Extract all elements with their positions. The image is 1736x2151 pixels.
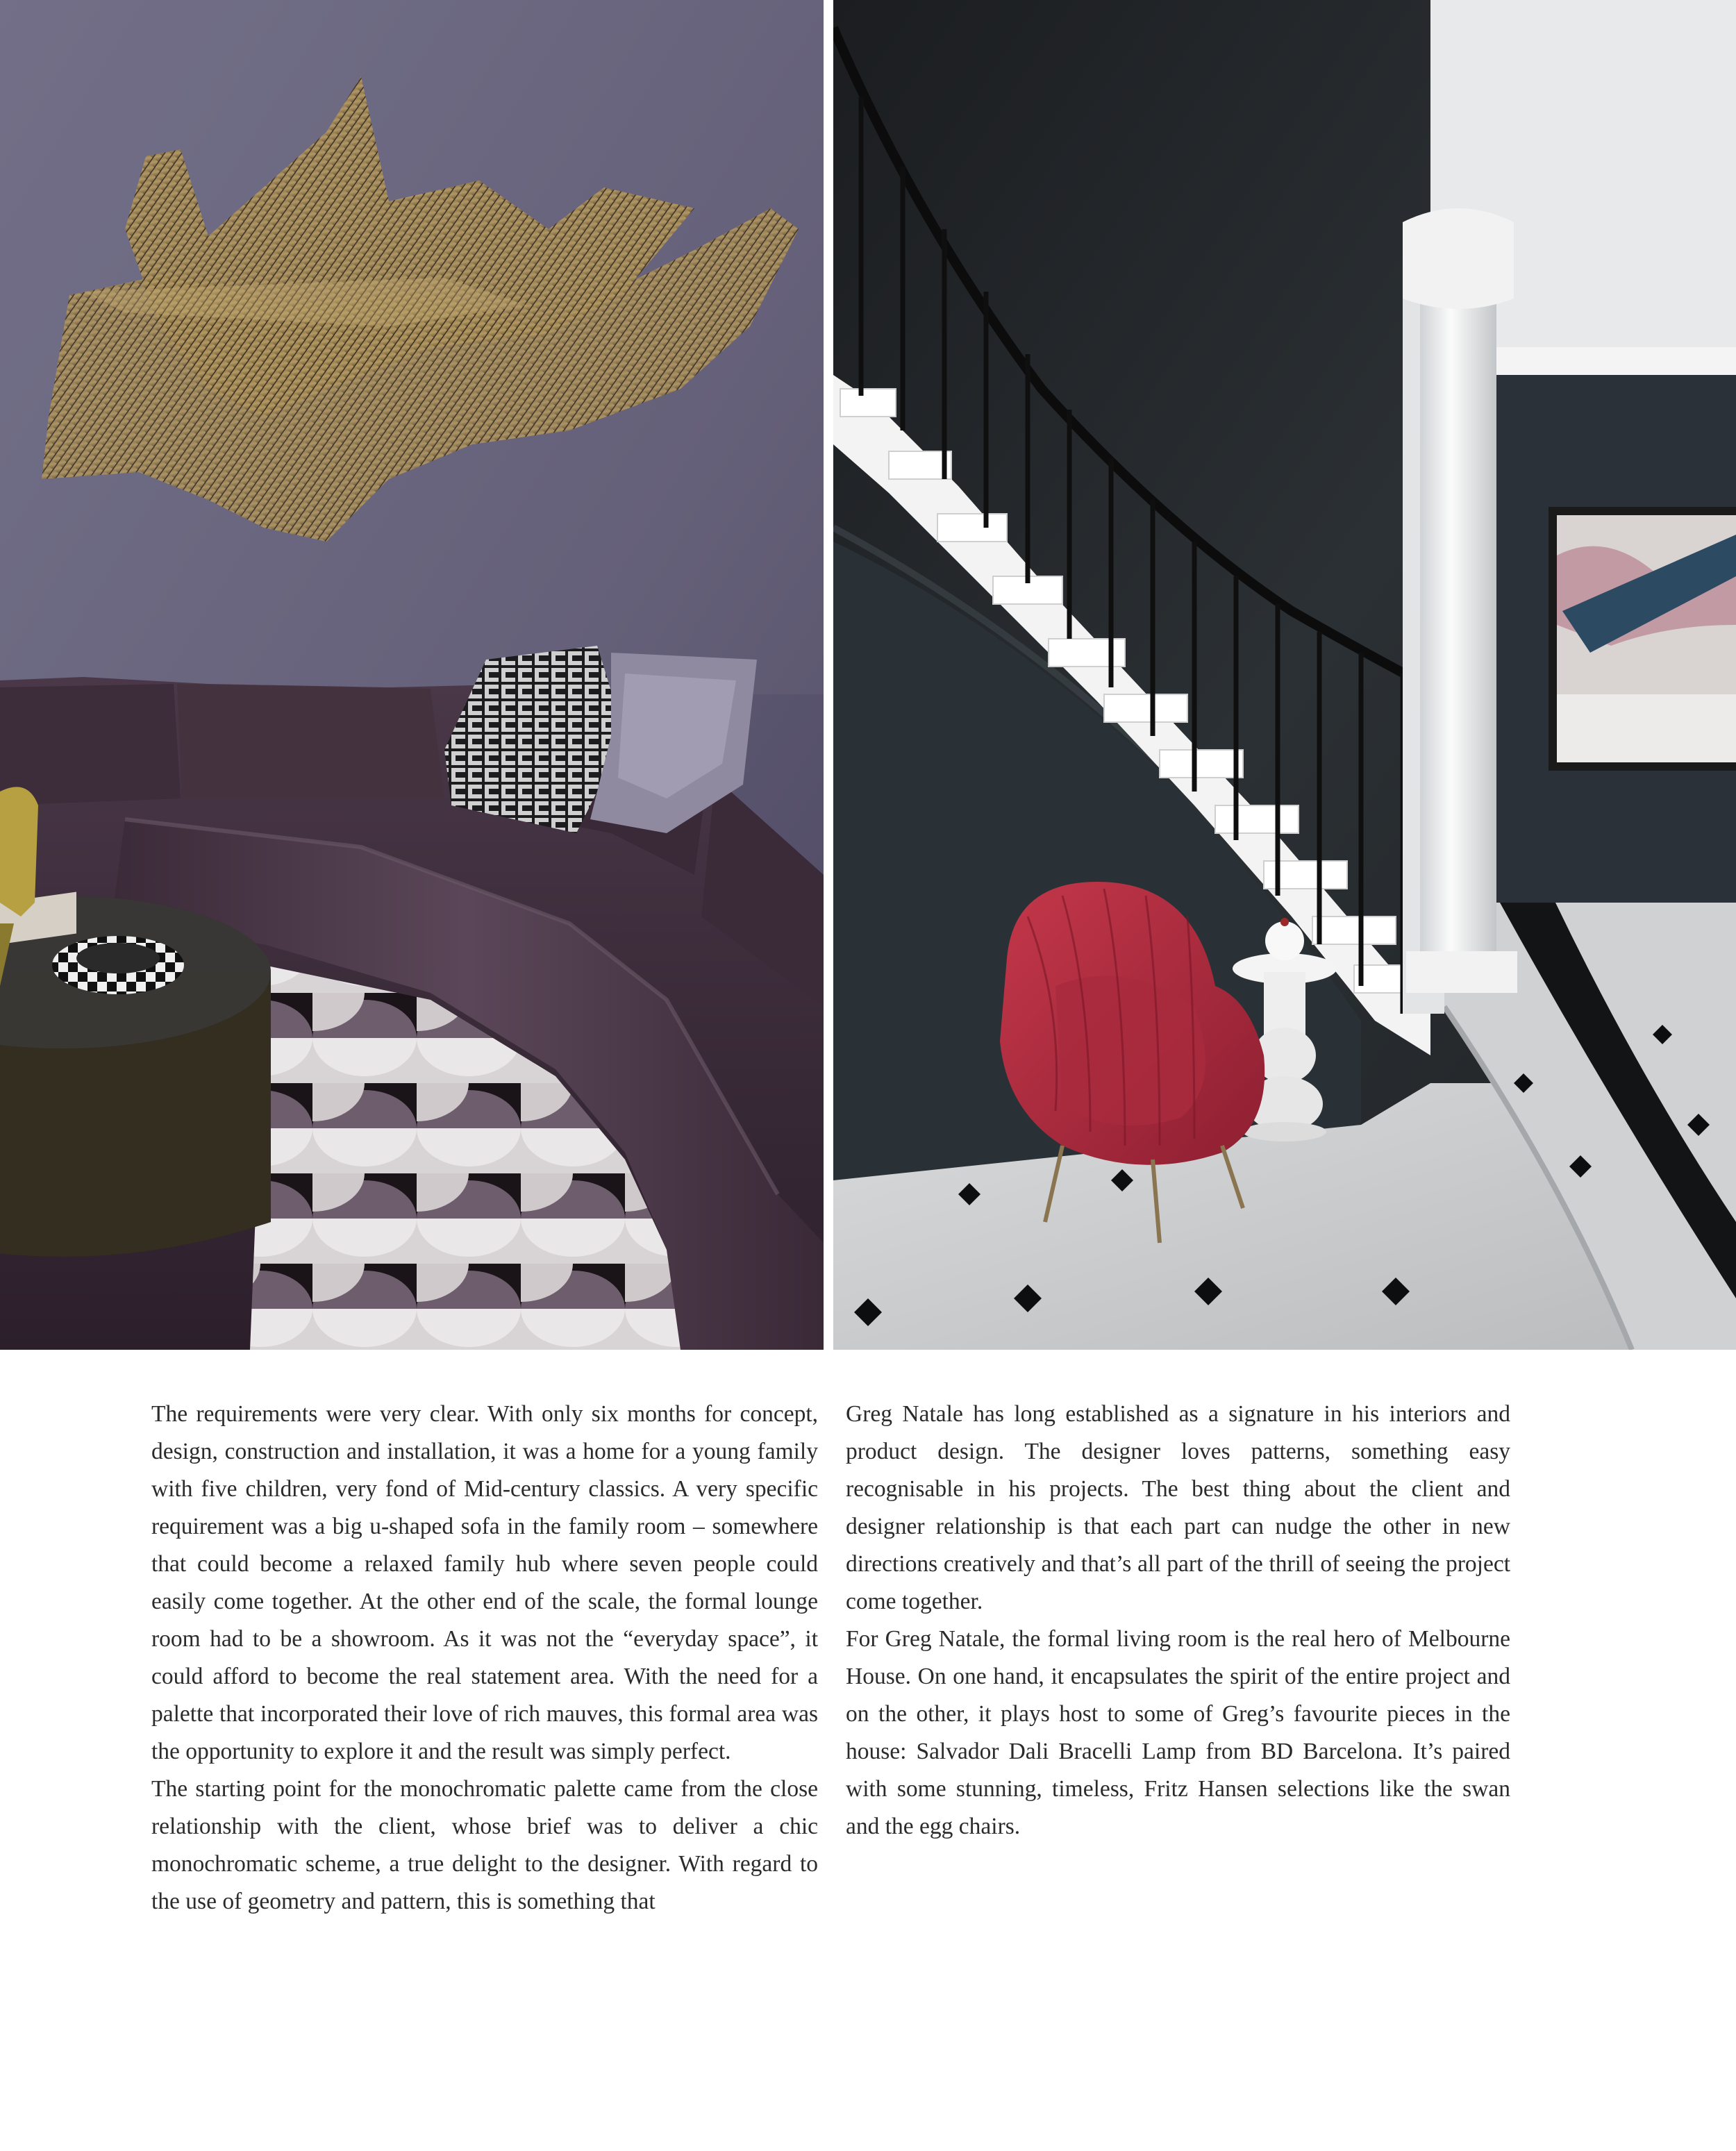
article-column-right bbox=[846, 1396, 1510, 1845]
abstract-painting bbox=[1549, 507, 1736, 771]
paragraph: For Greg Natale, the formal living room is the real hero of Melbourne House. On one hand, it encapsulates the spirit of the entire project and on the other, it plays host to some of Greg’s favourite pieces in the house: Salvador Dali Bracelli Lamp from BD Barcelona. It’s paired with some stunning, timeless, Fritz Hansen selections like the swan and the egg chairs. bbox=[846, 1626, 1510, 1839]
paragraph: Greg Natale has long established as a signature in his interiors and product design. The designer loves patterns, something easy recognisable in his projects. The best thing about the client and designer relationship is that each part can nudge the other in new directions creatively and that’s all part of the thrill of seeing the project come together. bbox=[846, 1401, 1510, 1614]
staircase-illustration bbox=[833, 0, 1736, 1350]
article-column-left bbox=[151, 1396, 818, 1920]
family-room-illustration bbox=[0, 0, 824, 1350]
paragraph: The requirements were very clear. With only six months for concept, design, construction and installation, it was a home for a young family with five children, very fond of Mid-century classics. A very specific requirement was a big u-shaped sofa in the family room – somewhere that could become a relaxed family hub where seven people could easily come together. At the other end of the scale, the formal lounge room had to be a showroom. As it was not the “everyday space”, it could afford to become the real statement area. With the need for a palette that incorporated their love of rich mauves, this formal area was the opportunity to explore it and the result was simply perfect. bbox=[151, 1401, 818, 1764]
checkered-bowl bbox=[52, 936, 184, 994]
photo-staircase-hall bbox=[833, 0, 1736, 1350]
photo-family-room bbox=[0, 0, 824, 1350]
paragraph: The starting point for the monochromatic palette came from the close relationship with the client, whose brief was to deliver a chic monochromatic scheme, a true delight to the designer. With regard to the use of geometry and pattern, this is something that bbox=[151, 1776, 818, 1914]
